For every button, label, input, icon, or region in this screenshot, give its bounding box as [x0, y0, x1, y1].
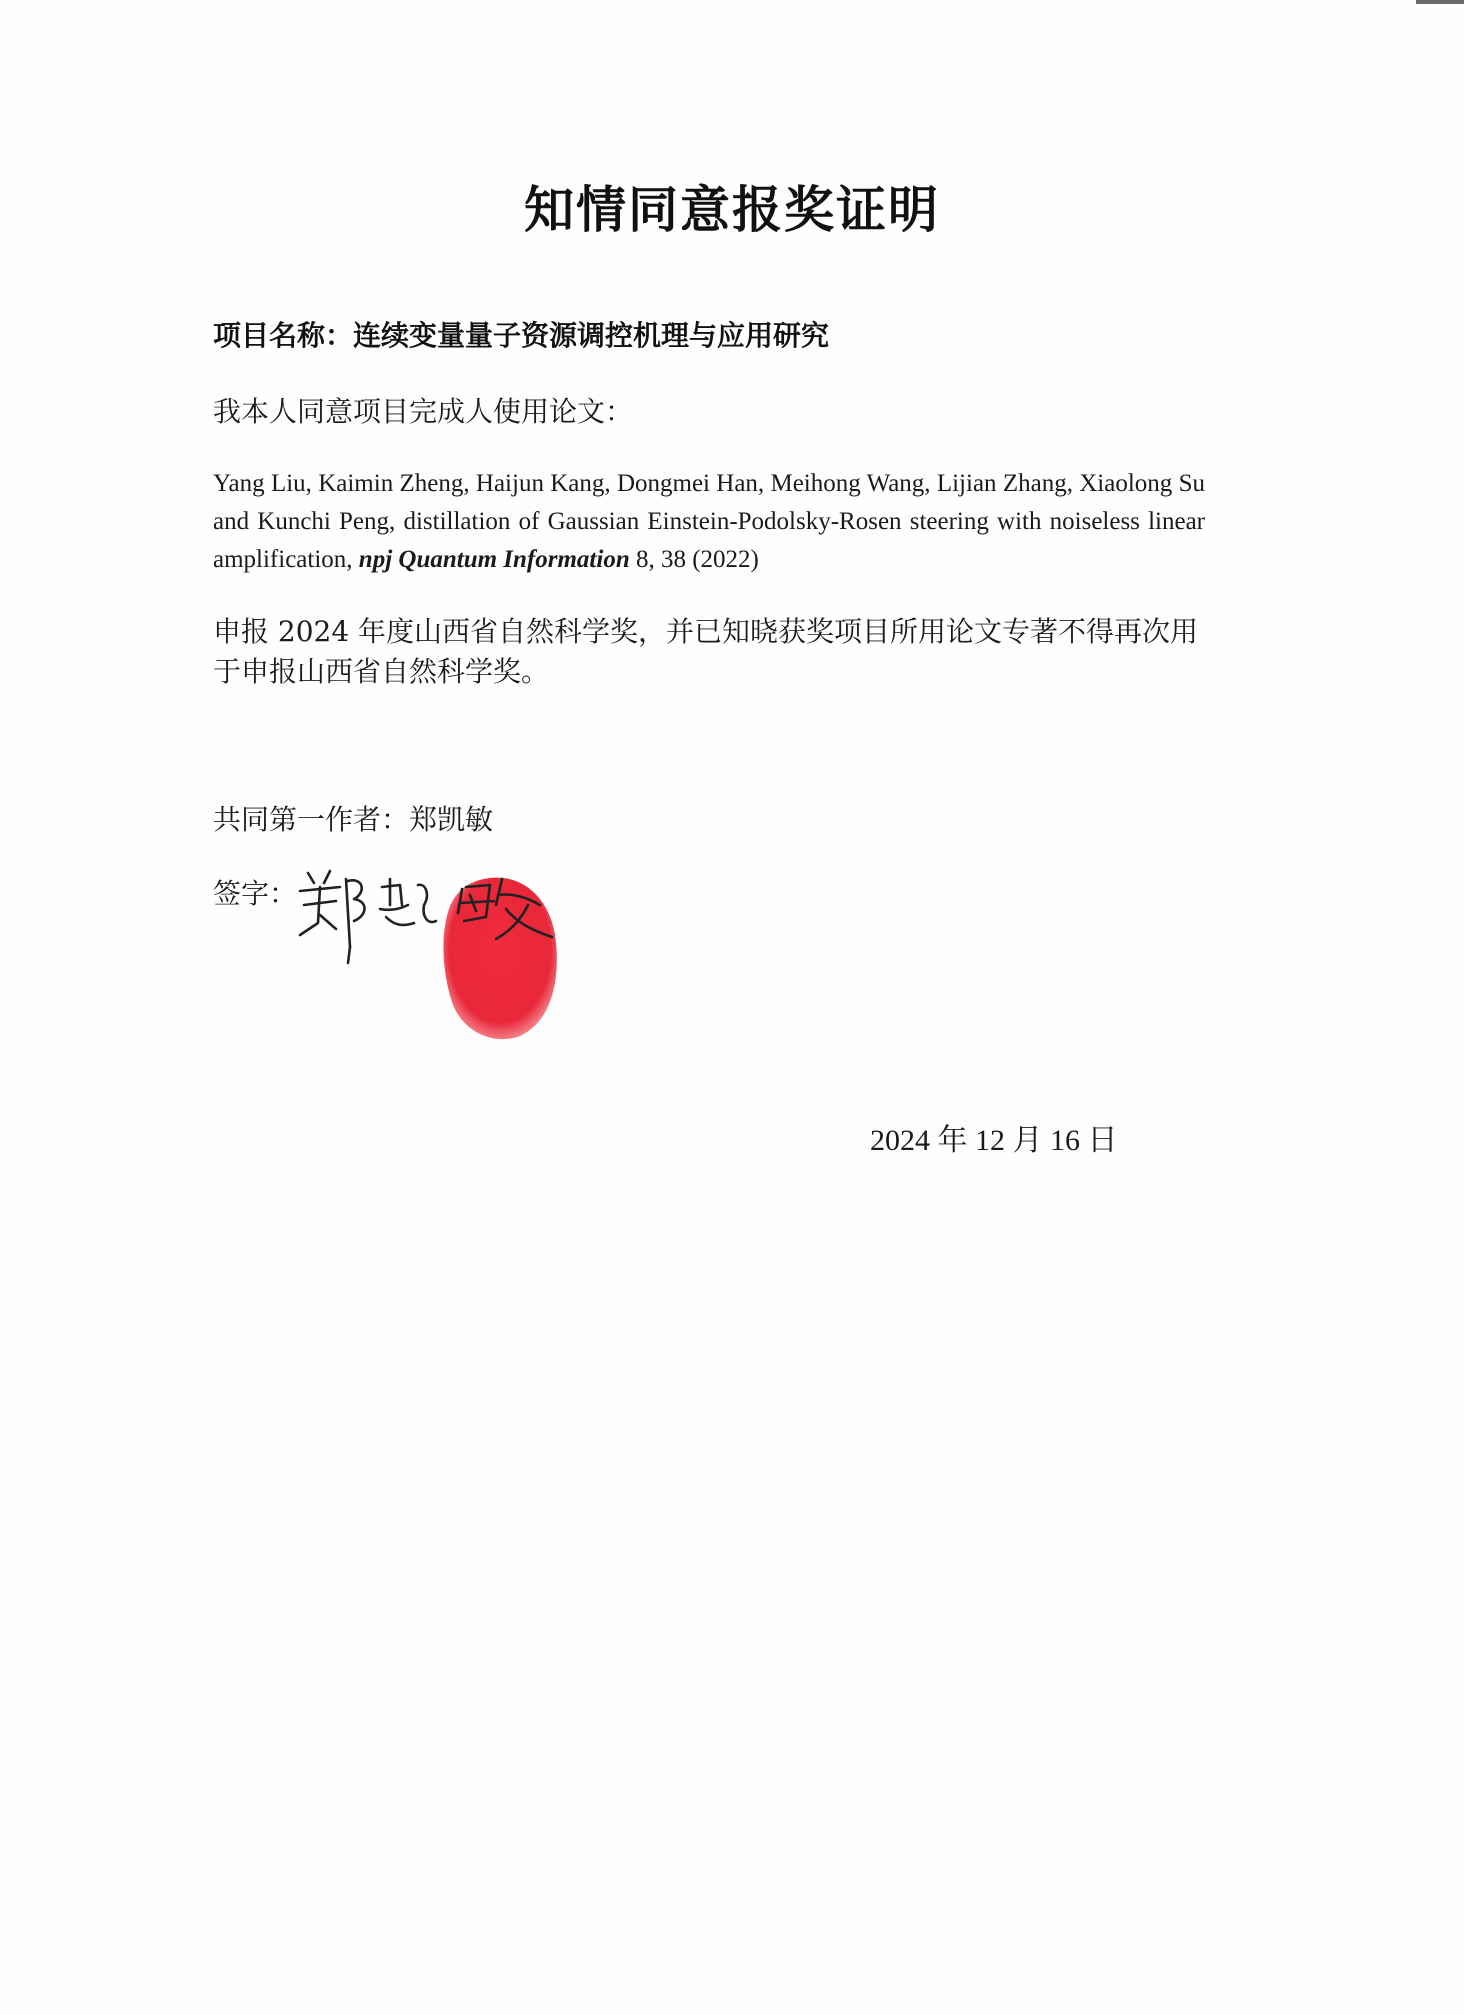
scan-edge-mark [1416, 0, 1464, 4]
citation-authors-title: Yang Liu, Kaimin Zheng, Haijun Kang, Dongmei Han, Meihong Wang, Lijian Zhang, Xiaolong Su and Kunchi Peng, distillation of Gaussian Einstein-Podolsky-Rosen steering with noiseless linear amplification, [213, 470, 1205, 573]
paper-citation [213, 465, 1205, 579]
citation-volume: 8, 38 (2022) [629, 546, 759, 573]
project-name-line: 项目名称：连续变量量子资源调控机理与应用研究 [213, 319, 830, 352]
signature-label: 签字： [213, 877, 298, 910]
document-title: 知情同意报奖证明 [524, 181, 940, 239]
citation-journal: npj Quantum Information [358, 546, 630, 573]
signing-date: 2024 年 12 月 16 日 [870, 1124, 1118, 1157]
consent-statement: 我本人同意项目完成人使用论文： [213, 395, 634, 428]
declaration-paragraph: 申报 2024 年度山西省自然科学奖，并已知晓获奖项目所用论文专著不得再次用于申报山西省自然科学奖。 [213, 615, 1199, 688]
co-first-author-line: 共同第一作者：郑凯敏 [213, 803, 494, 836]
handwritten-signature [290, 865, 560, 970]
